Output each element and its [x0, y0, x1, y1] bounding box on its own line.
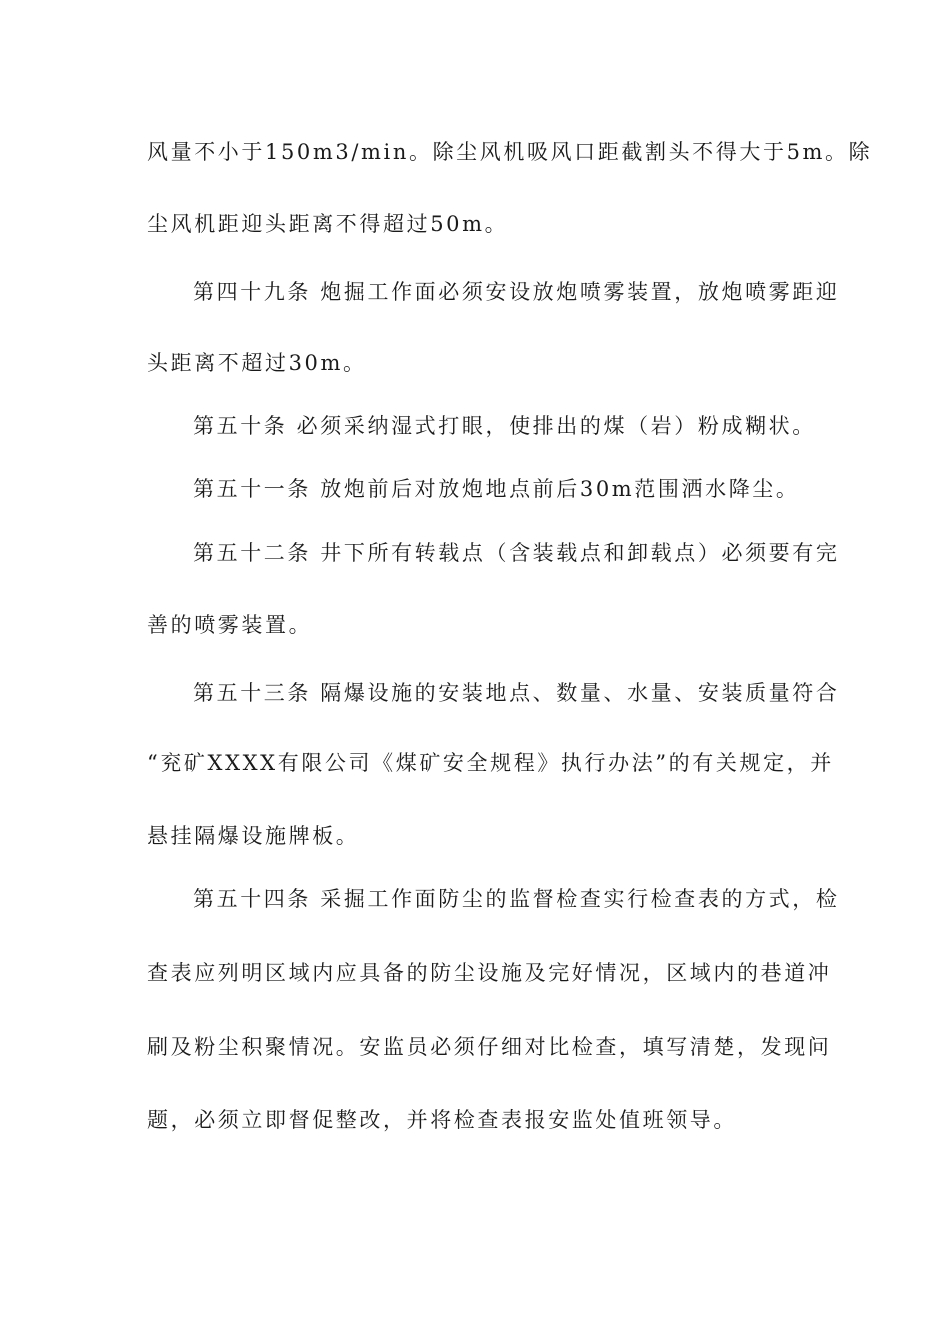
article-49-line: 第四十九条 炮掘工作面必须安设放炮喷雾装置，放炮喷雾距迎 — [193, 280, 840, 304]
text-line: 查表应列明区域内应具备的防尘设施及完好情况，区域内的巷道冲 — [147, 961, 832, 985]
article-53-line: 第五十三条 隔爆设施的安装地点、数量、水量、安装质量符合 — [193, 681, 840, 705]
text-line: “兖矿XXXX有限公司《煤矿安全规程》执行办法”的有关规定，并 — [147, 751, 834, 775]
text-line: 刷及粉尘积聚情况。安监员必须仔细对比检查，填写清楚，发现问 — [147, 1035, 832, 1059]
text-line: 风量不小于150m3/min。除尘风机吸风口距截割头不得大于5m。除 — [147, 140, 873, 164]
text-line: 头距离不超过30m。 — [147, 351, 367, 375]
text-line: 悬挂隔爆设施牌板。 — [147, 824, 360, 848]
text-line: 善的喷雾装置。 — [147, 613, 313, 637]
article-54-line: 第五十四条 采掘工作面防尘的监督检查实行检查表的方式，检 — [193, 887, 840, 911]
text-line: 题，必须立即督促整改，并将检查表报安监处值班领导。 — [147, 1108, 737, 1132]
article-50-line: 第五十条 必须采纳湿式打眼，使排出的煤（岩）粉成糊状。 — [193, 414, 816, 438]
article-52-line: 第五十二条 井下所有转载点（含装载点和卸载点）必须要有完 — [193, 541, 840, 565]
text-line: 尘风机距迎头距离不得超过50m。 — [147, 212, 509, 236]
article-51-line: 第五十一条 放炮前后对放炮地点前后30m范围洒水降尘。 — [193, 477, 800, 501]
